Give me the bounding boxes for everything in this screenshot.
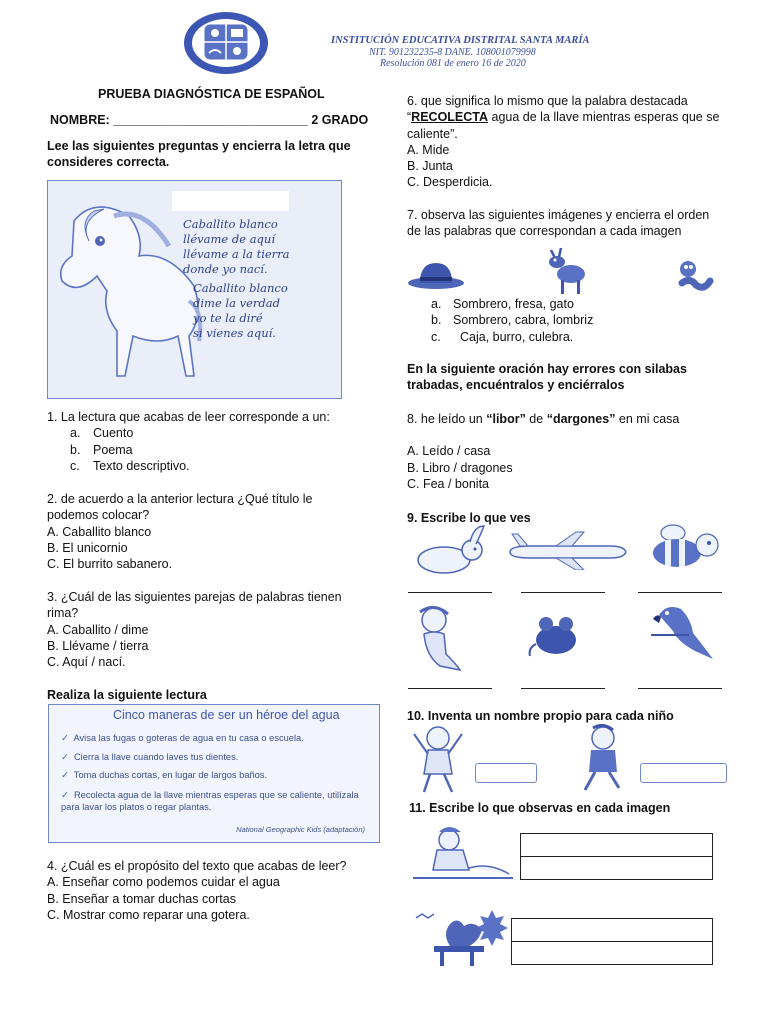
answer-line-mouse[interactable] (521, 688, 605, 689)
q8-option-c[interactable]: C. Fea / bonita (407, 476, 489, 491)
name-box-girl[interactable] (475, 763, 537, 783)
question-4: 4. ¿Cuál es el propósito del texto que acabas de leer? A. Enseñar como podemos cuidar el agua B. Enseñar a tomar duchas cortas C. Mostrar como reparar una gotera. (47, 859, 347, 922)
horse-drawing (54, 191, 204, 391)
poem-illustration (47, 180, 342, 399)
q1-option-c[interactable]: c. Texto descriptivo. (70, 458, 190, 473)
q1-option-a[interactable]: a. Cuento (70, 426, 134, 441)
name-line: NOMBRE: ____________________________ 2 GRADO (50, 113, 369, 127)
question-6: 6. que significa lo mismo que la palabra destacada “RECOLECTA agua de la llave mientras esperas que se caliente”. A. Mide B. Junta C. Desperdicia. (407, 94, 720, 190)
question-10: 10. Inventa un nombre propio para cada niño (407, 709, 674, 723)
q4-option-a[interactable]: A. Enseñar como podemos cuidar el agua (47, 875, 280, 890)
q2-option-b[interactable]: B. El unicornio (47, 540, 128, 555)
answer-line-airplane[interactable] (521, 592, 605, 593)
answer-line-bee[interactable] (638, 592, 722, 593)
q7-options (407, 296, 607, 345)
question-3: 3. ¿Cuál de las siguientes parejas de palabras tienen rima? A. Caballito / dime B. Llévame / tierra C. Aquí / nací. (47, 590, 342, 670)
name-box-boy[interactable] (640, 763, 727, 783)
highlighted-word: RECOLECTA (411, 110, 489, 125)
errors-instruction: En la siguiente oración hay errores con silabas trabadas, encuéntralos y enciérralos (407, 362, 687, 393)
airplane-image (506, 530, 628, 570)
goat-image (543, 244, 591, 296)
reading-title: Cinco maneras de ser un héroe del agua (113, 708, 340, 722)
q8-option-a[interactable]: A. Leído / casa (407, 444, 491, 459)
bee-image (645, 523, 725, 571)
q4-option-b[interactable]: B. Enseñar a tomar duchas cortas (47, 891, 236, 906)
poem-stanza-2: Caballito blanco dime la verdad yo te la diré si vienes aquí. (193, 281, 288, 340)
boy-image (575, 724, 631, 796)
institution-name: INSTITUCIÓN EDUCATIVA DISTRITAL SANTA MARÍA (331, 35, 590, 46)
q7-option-a[interactable]: a. Sombrero, fresa, gato (431, 297, 574, 311)
instructions: Lee las siguientes preguntas y encierra la letra que consideres correcta. (47, 139, 351, 170)
institution-nit: NIT. 901232235-8 DANE. 108001079998 (369, 47, 536, 58)
question-9: 9. Escribe lo que ves (407, 511, 531, 525)
question-7: 7. observa las siguientes imágenes y encierra el orden de las palabras que correspondan a cada imagen (407, 208, 710, 239)
mermaid-image (414, 604, 466, 674)
observe-box-2b[interactable] (511, 941, 713, 965)
worm-image (678, 259, 714, 291)
rooster-scene-image (414, 906, 510, 968)
page-title: PRUEBA DIAGNÓSTICA DE ESPAÑOL (98, 87, 325, 101)
institution-resolution: Resolución 081 de enero 16 de 2020 (380, 58, 526, 69)
parrot-image (649, 601, 719, 661)
q8-option-b[interactable]: B. Libro / dragones (407, 460, 513, 475)
q2-option-a[interactable]: A. Caballito blanco (47, 524, 152, 539)
q6-option-a[interactable]: A. Mide (407, 142, 450, 157)
answer-line-rabbit[interactable] (408, 592, 492, 593)
observe-box-2a[interactable] (511, 918, 713, 942)
q7-option-b[interactable]: b. Sombrero, cabra, lombriz (431, 313, 594, 328)
q4-option-c[interactable]: C. Mostrar como reparar una gotera. (47, 907, 250, 922)
poem-stanza-1: Caballito blanco llévame de aquí llévame a la tierra donde yo nací. (183, 217, 290, 276)
answer-line-parrot[interactable] (638, 688, 722, 689)
q3-option-a[interactable]: A. Caballito / dime (47, 622, 149, 637)
observe-box-1b[interactable] (520, 856, 713, 880)
reading-source: National Geographic Kids (adaptación) (236, 825, 365, 834)
reading-label: Realiza la siguiente lectura (47, 688, 207, 702)
q3-option-b[interactable]: B. Llévame / tierra (47, 638, 149, 653)
question-8: 8. he leído un “libor” de “dargones” en mi casa A. Leído / casa B. Libro / dragones C. Fea / bonita (407, 412, 680, 491)
rabbit-image (410, 524, 490, 576)
question-2: 2. de acuerdo a la anterior lectura ¿Qué título le podemos colocar? A. Caballito blanco B. El unicornio C. El burrito sabanero. (47, 492, 313, 572)
question-1: 1. La lectura que acabas de leer corresponde a un: a. Cuento b. Poema c. Texto descriptivo. (47, 410, 330, 473)
q1-option-b[interactable]: b. Poema (70, 442, 133, 457)
answer-line-mermaid[interactable] (408, 688, 492, 689)
school-logo (183, 11, 269, 75)
reading-box (48, 704, 380, 843)
child-sitting-image (413, 824, 517, 884)
q6-option-c[interactable]: C. Desperdicia. (407, 175, 493, 190)
girl-image (410, 724, 470, 796)
hat-image (406, 259, 466, 291)
q3-option-c[interactable]: C. Aquí / nací. (47, 655, 126, 670)
q2-option-c[interactable]: C. El burrito sabanero. (47, 557, 173, 572)
q7-option-c[interactable]: c. Caja, burro, culebra. (431, 329, 574, 344)
reading-list: ✓ Avisa las fugas o goteras de agua en tu casa o escuela. ✓ Cierra la llave cuando laves tus dientes. ✓ Toma duchas cortas, en lugar de largos baños. ✓ Recolecta agua de la llave mientras esperas que se caliente, utilízala para lavar los platos o regar plantas. (61, 733, 359, 812)
question-11: 11. Escribe lo que observas en cada imagen (409, 801, 671, 815)
q6-option-b[interactable]: B. Junta (407, 159, 453, 174)
observe-box-1a[interactable] (520, 833, 713, 857)
mouse-image (528, 610, 584, 660)
